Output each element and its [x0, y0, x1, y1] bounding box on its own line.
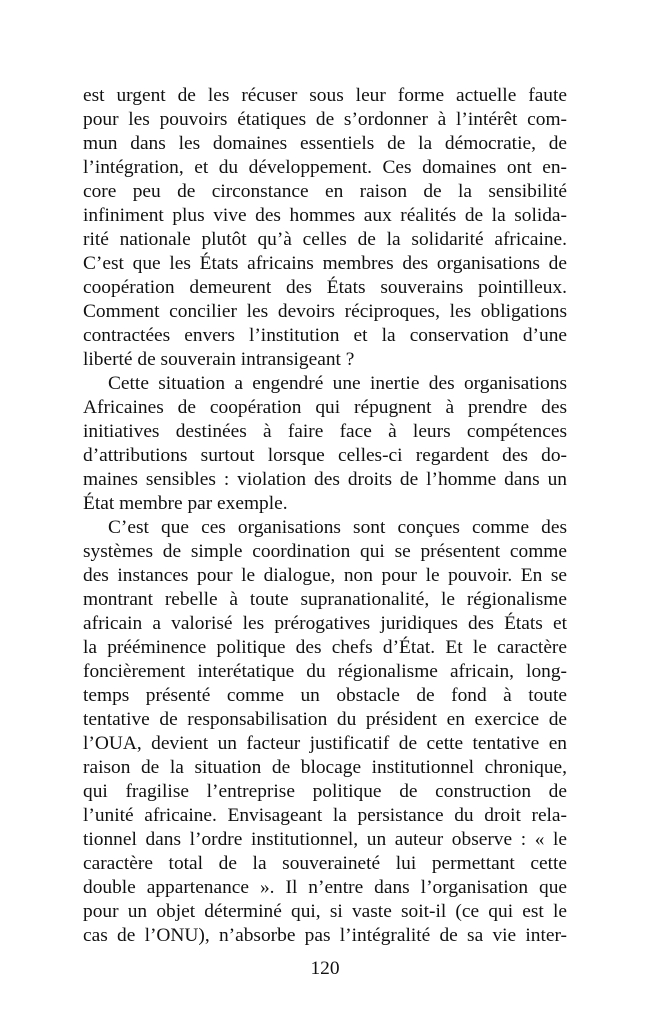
text-line: cas de l’ONU), n’absorbe pas l’intégralité de sa vie inter-: [83, 925, 567, 946]
text-line: Comment concilier les devoirs réciproques, les obligations: [83, 301, 567, 322]
text-line: Africaines de coopération qui répugnent à prendre des: [83, 397, 567, 418]
text-line: l’OUA, devient un facteur justificatif de cette tentative en: [83, 733, 567, 754]
text-line: temps présenté comme un obstacle de fond à toute: [83, 685, 567, 706]
text-line: des instances pour le dialogue, non pour le pouvoir. En se: [83, 565, 567, 586]
text-line: tentative de responsabilisation du président en exercice de: [83, 709, 567, 730]
text-line: est urgent de les récuser sous leur forme actuelle faute: [83, 85, 567, 106]
text-line: africain a valorisé les prérogatives juridiques des États et: [83, 613, 567, 634]
paragraph: [83, 372, 567, 516]
text-line: C’est que ces organisations sont conçues comme des: [108, 517, 567, 538]
text-line: l’unité africaine. Envisageant la persistance du droit rela-: [83, 805, 567, 826]
text-line: montrant rebelle à toute supranationalité, le régionalisme: [83, 589, 567, 610]
text-line: pour les pouvoirs étatiques de s’ordonner à l’intérêt com-: [83, 109, 567, 130]
text-line: qui fragilise l’entreprise politique de construction de: [83, 781, 567, 802]
paragraph: [83, 516, 567, 948]
text-line: caractère total de la souveraineté lui permettant cette: [83, 853, 567, 874]
text-line: d’attributions surtout lorsque celles-ci regardent des do-: [83, 445, 567, 466]
text-line: pour un objet déterminé qui, si vaste soit-il (ce qui est le: [83, 901, 567, 922]
text-line: coopération demeurent des États souverains pointilleux.: [83, 277, 567, 298]
text-line: raison de la situation de blocage institutionnel chronique,: [83, 757, 567, 778]
text-line: contractées envers l’institution et la conservation d’une: [83, 325, 567, 346]
text-line: core peu de circonstance en raison de la sensibilité: [83, 181, 567, 202]
text-line: tionnel dans l’ordre institutionnel, un auteur observe : « le: [83, 829, 567, 850]
paragraph: [83, 84, 567, 372]
text-line: Cette situation a engendré une inertie des organisations: [108, 373, 567, 394]
page-number: 120: [310, 958, 340, 979]
text-line: foncièrement interétatique du régionalisme africain, long-: [83, 661, 567, 682]
text-line: systèmes de simple coordination qui se présentent comme: [83, 541, 567, 562]
text-line: mun dans les domaines essentiels de la démocratie, de: [83, 133, 567, 154]
text-line: rité nationale plutôt qu’à celles de la solidarité africaine.: [83, 229, 567, 250]
text-line: maines sensibles : violation des droits de l’homme dans un: [83, 469, 567, 490]
text-line: la prééminence politique des chefs d’État. Et le caractère: [83, 637, 567, 658]
body-text: [83, 84, 567, 948]
text-line: infiniment plus vive des hommes aux réalités de la solida-: [83, 205, 567, 226]
text-line: double appartenance ». Il n’entre dans l’organisation que: [83, 877, 567, 898]
text-line: initiatives destinées à faire face à leurs compétences: [83, 421, 567, 442]
text-line: liberté de souverain intransigeant ?: [83, 349, 355, 370]
text-line: C’est que les États africains membres des organisations de: [83, 253, 567, 274]
text-line: État membre par exemple.: [83, 493, 288, 514]
text-line: l’intégration, et du développement. Ces domaines ont en-: [83, 157, 567, 178]
